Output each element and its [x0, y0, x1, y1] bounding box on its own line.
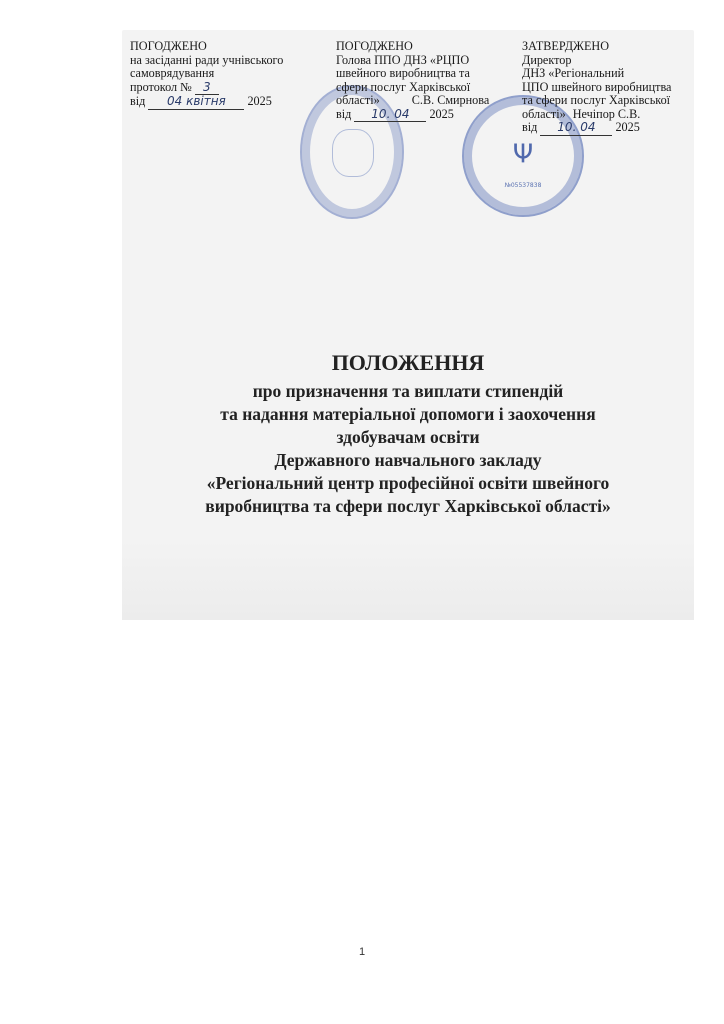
approval-line: та сфери послуг Харківської — [522, 93, 671, 107]
seal-code: №05537838 — [504, 181, 542, 189]
signer-line — [336, 94, 489, 108]
subtitle-line: «Регіональний центр професійної освіти швейного — [206, 473, 610, 493]
trident-emblem-icon: Ψ — [512, 139, 534, 170]
protocol-line — [130, 81, 283, 96]
approval-line: сфери послуг Харківської — [336, 79, 471, 94]
date-prefix: від — [522, 120, 538, 134]
approval-line: ЦПО швейного виробництва — [522, 79, 672, 94]
approval-block-director — [522, 40, 671, 136]
subtitle-line: про призначення та виплати стипендій — [252, 381, 564, 401]
handwritten-date: 04 квітня — [148, 95, 244, 110]
handwritten-date: 10. 04 — [354, 108, 426, 123]
approval-heading: ЗАТВЕРДЖЕНО — [522, 39, 609, 53]
document-title-block — [122, 350, 694, 518]
signer-line — [522, 108, 671, 122]
seal-inner-ring — [332, 129, 374, 178]
approval-line: самоврядування — [130, 66, 215, 80]
signer-name: С.В. Смирнова — [411, 93, 490, 107]
date-year: 2025 — [615, 120, 640, 134]
approval-line: швейного виробництва та — [336, 66, 470, 80]
approval-block-student-council — [130, 40, 283, 110]
date-year: 2025 — [429, 106, 454, 121]
approval-heading: ПОГОДЖЕНО — [130, 39, 207, 53]
date-year: 2025 — [247, 94, 272, 108]
approval-line: Голова ППО ДНЗ «РЦПО — [336, 52, 470, 67]
date-line — [130, 95, 283, 110]
subtitle-line: та надання матеріальної допомоги і заохочення — [220, 404, 596, 424]
protocol-number: 3 — [195, 81, 219, 96]
date-line — [336, 108, 489, 123]
signer-name: Нечіпор С.В. — [572, 106, 641, 121]
date-prefix: від — [130, 94, 146, 108]
date-line — [522, 121, 671, 136]
scan-shadow — [122, 540, 694, 620]
approval-line: ДНЗ «Регіональний — [522, 66, 625, 80]
protocol-label: протокол № — [130, 79, 192, 94]
approval-heading: ПОГОДЖЕНО — [336, 39, 413, 53]
date-prefix: від — [336, 106, 352, 121]
page-number: 1 — [358, 946, 366, 958]
approval-line: Директор — [522, 52, 572, 67]
subtitle-line: виробництва та сфери послуг Харківської області» — [205, 496, 611, 516]
subtitle-line: здобувачам освіти — [336, 427, 480, 447]
document-title: ПОЛОЖЕННЯ — [331, 350, 485, 375]
approval-line: області» — [336, 93, 380, 107]
approval-block-trade-union — [336, 40, 489, 122]
subtitle-line: Державного навчального закладу — [274, 450, 542, 470]
approval-line: на засіданні ради учнівського — [130, 52, 284, 67]
approval-line: області» — [522, 106, 566, 121]
handwritten-date: 10. 04 — [540, 121, 612, 136]
